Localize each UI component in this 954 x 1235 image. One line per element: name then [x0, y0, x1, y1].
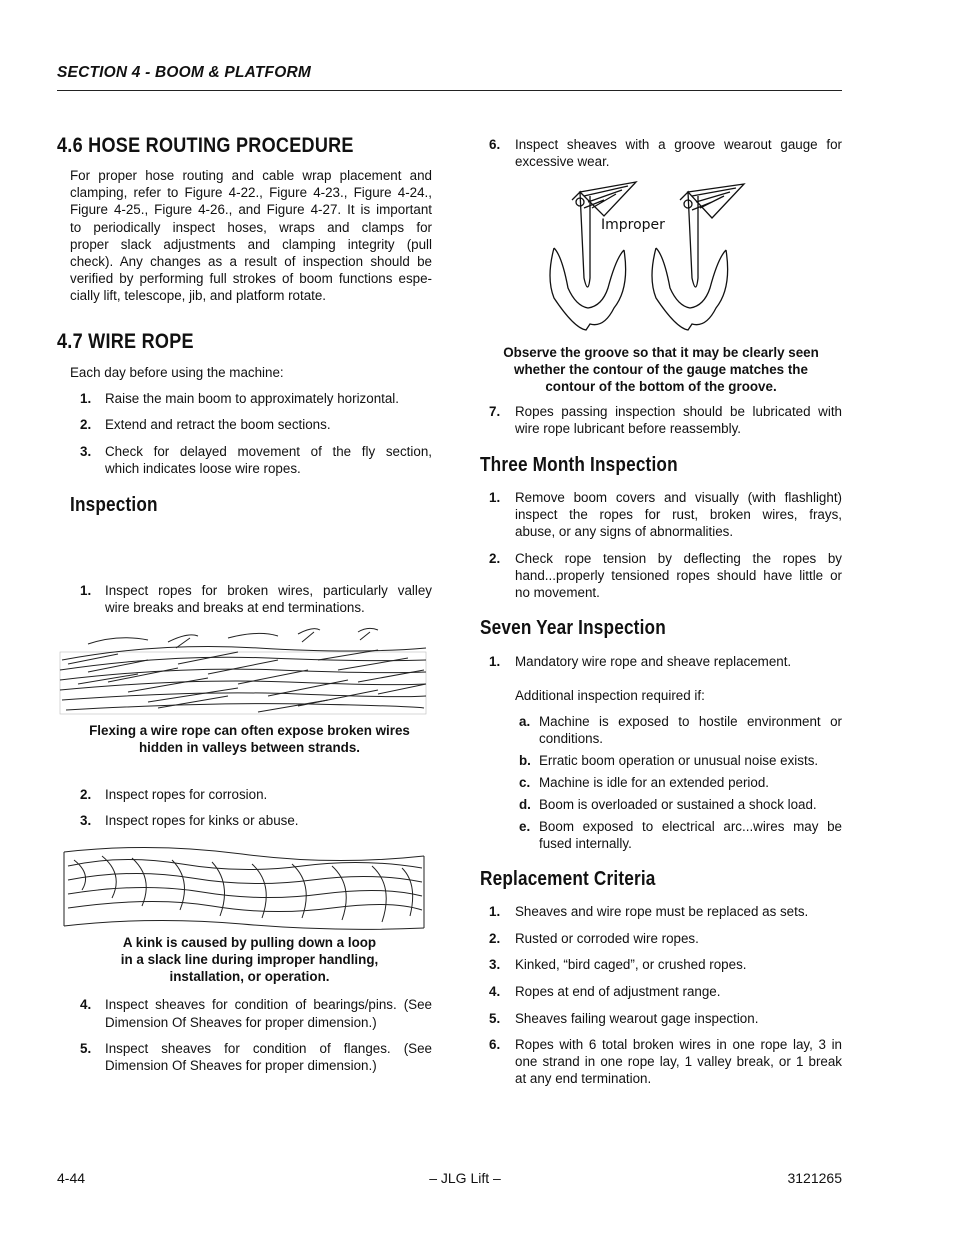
text-line: proper slack adjustments and clamping integrity (pull	[70, 237, 432, 252]
heading-inspection: Inspection	[70, 494, 158, 516]
figure-caption: Observe the groove so that it may be clearly seen whether the contour of the gauge matches the contour of the bottom of the groove.	[503, 345, 819, 395]
text-line: clamping, refer to Figure 4-22., Figure 4-23., Figure 4-24.,	[70, 185, 432, 200]
text-line: cially lift, telescope, jib, and platform rotate.	[70, 288, 327, 303]
page-number: 4-44	[57, 1170, 86, 1186]
heading-replacement-criteria: Replacement Criteria	[480, 868, 656, 890]
text-line: verified by performing full strokes of boom functions espe-	[70, 271, 432, 286]
document-number: 3121265	[787, 1170, 842, 1186]
kinked-rope-figure	[62, 844, 426, 932]
additional-inspection-text: Additional inspection required if:	[515, 688, 705, 703]
groove-gauge-figure	[544, 178, 776, 334]
figure-caption: A kink is caused by pulling down a loop in a slack line during improper handling, installation, or operation.	[120, 935, 379, 985]
footer-brand: – JLG Lift –	[429, 1170, 501, 1186]
improper-label: Improper	[601, 217, 665, 233]
section-title: SECTION 4 - BOOM & PLATFORM	[57, 64, 311, 81]
text-line: Figure 4-25., Figure 4-26., and Figure 4-27. It is important	[70, 202, 432, 217]
broken-wire-rope-figure	[58, 624, 428, 720]
text-line: For proper hose routing and cable wrap placement and	[70, 168, 432, 183]
text-line: to periodically inspect hoses, wraps and clamps for	[70, 220, 432, 235]
heading-three-month: Three Month Inspection	[480, 454, 678, 476]
text-line: check). Any changes as a result of inspection should be	[70, 254, 432, 269]
figure-caption: Flexing a wire rope can often expose broken wires hidden in valleys between strands.	[89, 723, 410, 756]
wire-rope-intro: Each day before using the machine:	[70, 365, 284, 380]
heading-4-6: 4.6 HOSE ROUTING PROCEDURE	[57, 134, 354, 157]
section-header	[57, 64, 842, 91]
heading-4-7: 4.7 WIRE ROPE	[57, 330, 194, 353]
heading-seven-year: Seven Year Inspection	[480, 617, 666, 639]
